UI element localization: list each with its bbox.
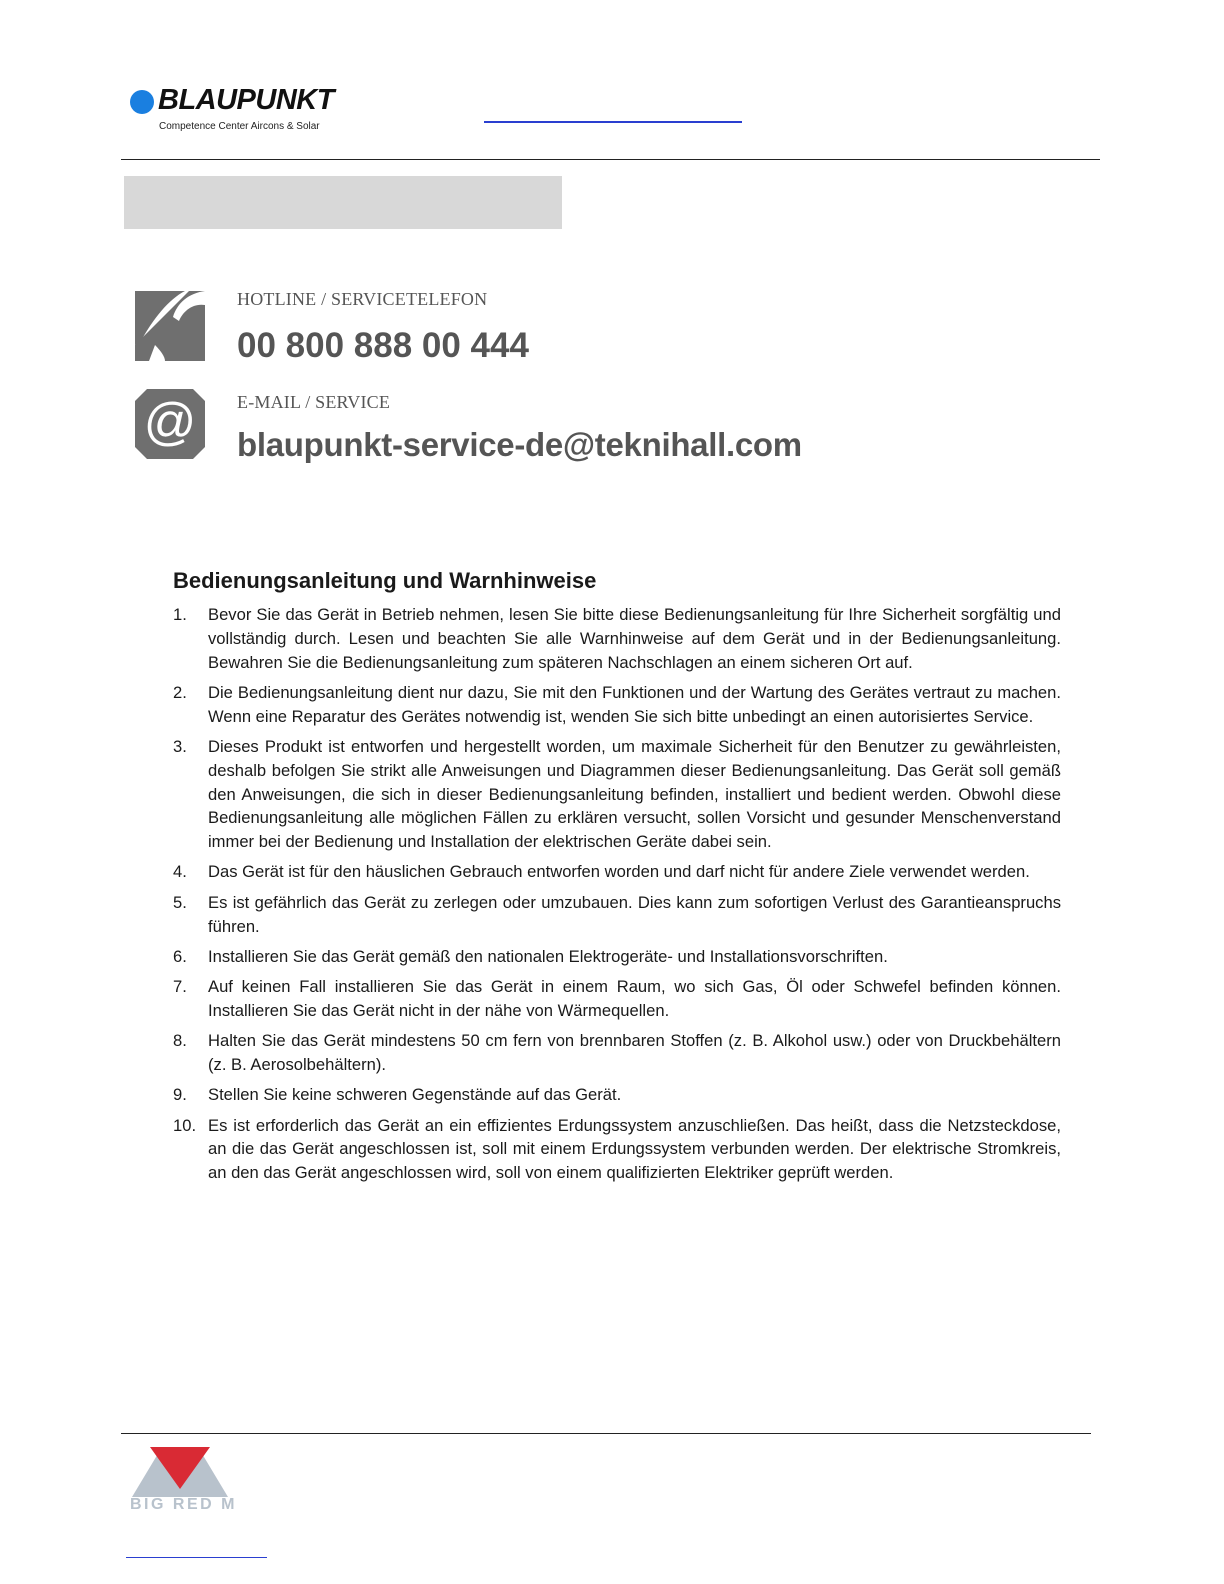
brand-name: BLAUPUNKT <box>158 84 334 116</box>
footer-divider <box>121 1433 1091 1434</box>
brand-dot-icon <box>130 90 154 114</box>
phone-icon <box>135 291 205 361</box>
hotline-number: 00 800 888 00 444 <box>237 326 529 365</box>
blaupunkt-logo <box>128 86 368 136</box>
list-item: 2. Die Bedienungsanleitung dient nur dazu, Sie mit den Funktionen und der Wartung des Gerätes vertraut zu machen. Wenn eine Reparatur des Gerätes notwendig ist, wenden Sie sich bitte unbedingt an einen autorisiertes Service. <box>173 682 1061 726</box>
list-item: 1. Bevor Sie das Gerät in Betrieb nehmen, lesen Sie bitte diese Bedienungsanleitung für Ihre Sicherheit sorgfältig und vollständig durch. Lesen und beachten Sie alle Warnhinweise auf dem Gerät und in der Bedienungsanleitung. Bewahren Sie die Bedienungsanleitung zum späteren Nachschlagen an einem sicheren Ort auf. <box>173 605 1061 672</box>
list-item: 5. Es ist gefährlich das Gerät zu zerlegen oder umzubauen. Dies kann zum sofortigen Verlust des Garantieanspruchs führen. <box>173 892 1061 936</box>
header-divider <box>121 159 1100 160</box>
email-address[interactable]: blaupunkt-service-de@teknihall.com <box>237 426 802 463</box>
big-red-m-logo-text: BIG RED M <box>130 1496 237 1513</box>
instructions-list <box>173 603 1061 1192</box>
grey-placeholder-box <box>124 176 562 229</box>
footer-link-underline[interactable] <box>126 1557 267 1558</box>
header-link-underline[interactable] <box>484 121 742 123</box>
email-label: E-MAIL / SERVICE <box>237 392 391 412</box>
instructions-title: Bedienungsanleitung und Warnhinweise <box>173 568 597 593</box>
list-item: 7. Auf keinen Fall installieren Sie das Gerät in einem Raum, wo sich Gas, Öl oder Schwefel befinden können. Installieren Sie das Gerät nicht in der nähe von Wärmequellen. <box>173 977 1061 1020</box>
brand-tagline: Competence Center Aircons & Solar <box>159 121 320 132</box>
list-item: 10. Es ist erforderlich das Gerät an ein effizientes Erdungssystem anzuschließen. Das heißt, dass die Netzsteckdose, an die das Gerät angeschlossen ist, soll mit einem Erdungssystem verbunden werden. Der elektrische Stromkreis, an den das Gerät angeschlossen wird, soll von einem qualifizierten Elektriker geprüft werden. <box>173 1115 1061 1183</box>
list-item: 8. Halten Sie das Gerät mindestens 50 cm fern von brennbaren Stoffen (z. B. Alkohol usw.) oder von Druckbehältern (z. B. Aerosolbehältern). <box>173 1031 1061 1075</box>
svg-text:@: @ <box>143 393 197 451</box>
hotline-label: HOTLINE / SERVICETELEFON <box>237 289 488 309</box>
list-item: 4. Das Gerät ist für den häuslichen Gebrauch entworfen worden und darf nicht für andere Ziele verwendet werden. <box>173 862 1030 882</box>
list-item: 6. Installieren Sie das Gerät gemäß den nationalen Elektrogeräte- und Installationsvorschriften. <box>173 946 888 966</box>
list-item: 9. Stellen Sie keine schweren Gegenstände auf das Gerät. <box>173 1085 622 1105</box>
list-item: 3. Dieses Produkt ist entworfen und hergestellt worden, um maximale Sicherheit für den Benutzer zu gewährleisten, deshalb befolgen Sie strikt alle Anweisungen und Diagrammen dieser Bedienungsanleitung. Das Gerät soll gemäß den Anweisungen, die sich in dieser Bedienungsanleitung befinden, installiert und bedient werden. Obwohl diese Bedienungsanleitung alle möglichen Fällen zu erklären versucht, sollen Vorsicht und gesunder Menschenverstand immer bei der Bedienung und Installation der elektrischen Geräte dabei sein. <box>173 736 1061 852</box>
at-sign-icon <box>135 389 205 459</box>
